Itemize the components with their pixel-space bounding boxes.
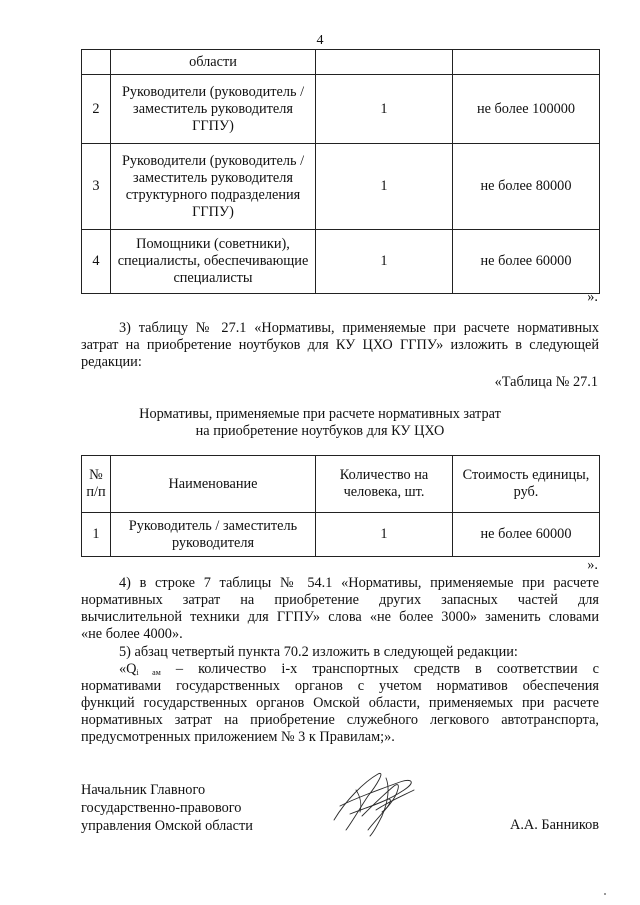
item-3-paragraph — [81, 320, 599, 371]
column-header-qty: Количество на человека, шт. — [316, 456, 453, 513]
row-cost: не более 60000 — [453, 513, 600, 557]
signatory-name: А.А. Банников — [510, 817, 599, 833]
column-header-name: Наименование — [111, 456, 316, 513]
formula-subscript: i ам — [136, 668, 161, 677]
row-qty: 1 — [316, 75, 453, 144]
item-5-paragraph — [81, 644, 599, 746]
row-cost: не более 100000 — [453, 75, 600, 144]
scan-speck — [604, 893, 606, 895]
formula-definition: – количество i-х транспортных средств в соответствии с — [175, 661, 600, 677]
column-header-number: № п/п — [82, 456, 111, 513]
item-4-line: нормативных затрат на приобретение других запасных частей для — [81, 592, 599, 608]
row-qty: 1 — [316, 513, 453, 557]
table-row — [82, 513, 600, 557]
table-label: «Таблица № 27.1 — [494, 374, 598, 390]
row-qty — [316, 50, 453, 75]
page-number: 4 — [316, 33, 324, 48]
row-name: Руководители (руководитель / заместитель руководителя структурного подразделения ГГПУ) — [111, 144, 316, 230]
handwritten-signature — [316, 760, 426, 840]
row-number: 1 — [82, 513, 111, 557]
table-title-line: Нормативы, применяемые при расчете нормативных затрат — [139, 406, 501, 422]
item-4-line: «не более 4000». — [81, 626, 183, 642]
row-name: области — [111, 50, 316, 75]
row-number: 2 — [82, 75, 111, 144]
position-line: государственно-правового — [81, 800, 242, 816]
item-3-line: редакции: — [81, 354, 142, 370]
row-qty: 1 — [316, 230, 453, 294]
row-number: 3 — [82, 144, 111, 230]
row-cost — [453, 50, 600, 75]
item-5-line — [81, 661, 599, 678]
position-line: управления Омской области — [81, 818, 253, 834]
table1-closing-quote: ». — [587, 289, 598, 305]
signatory-position — [81, 781, 341, 835]
row-name: Руководители (руководитель / заместитель руководителя ГГПУ) — [111, 75, 316, 144]
row-number — [82, 50, 111, 75]
table-header-row — [82, 456, 600, 513]
item-3-line: затрат на приобретение ноутбуков для КУ ЦХО ГГПУ» изложить в следующей — [81, 337, 599, 353]
item-5-intro: 5) абзац четвертый пункта 70.2 изложить в следующей редакции: — [119, 644, 518, 660]
row-cost: не более 60000 — [453, 230, 600, 294]
item-3-line: 3) таблицу № 27.1 «Нормативы, применяемые при расчете нормативных — [119, 320, 599, 336]
item-4-line: вычислительной техники для ГГПУ» слова «не более 3000» заменить словами — [81, 609, 599, 625]
item-4-line: 4) в строке 7 таблицы № 54.1 «Нормативы, применяемые при расчете — [119, 575, 599, 591]
item-5-line: предусмотренных приложением № 3 к Правилам;». — [81, 729, 395, 745]
row-number: 4 — [82, 230, 111, 294]
table-row — [82, 230, 600, 294]
row-name: Руководитель / заместитель руководителя — [111, 513, 316, 557]
position-line: Начальник Главного — [81, 782, 206, 798]
row-cost: не более 80000 — [453, 144, 600, 230]
row-name: Помощники (советники), специалисты, обеспечивающие специалисты — [111, 230, 316, 294]
column-header-cost: Стоимость единицы, руб. — [453, 456, 600, 513]
table-row — [82, 75, 600, 144]
laptops-normatives-table — [81, 455, 600, 557]
formula-q: «Q — [119, 661, 137, 677]
item-5-line: функций государственных органов Омской области, применяемых при расчете — [81, 695, 599, 711]
item-5-line: нормативами государственных органов с учетом нормативов обеспечения — [81, 678, 599, 694]
table2-closing-quote: ». — [587, 557, 598, 573]
item-5-line: нормативных затрат на приобретение служебного легкового автотранспорта, — [81, 712, 599, 728]
table-row — [82, 144, 600, 230]
item-4-paragraph — [81, 575, 599, 643]
table-title-line: на приобретение ноутбуков для КУ ЦХО — [195, 423, 445, 439]
table-row — [82, 50, 600, 75]
normatives-table-continued — [81, 49, 600, 294]
row-qty: 1 — [316, 144, 453, 230]
